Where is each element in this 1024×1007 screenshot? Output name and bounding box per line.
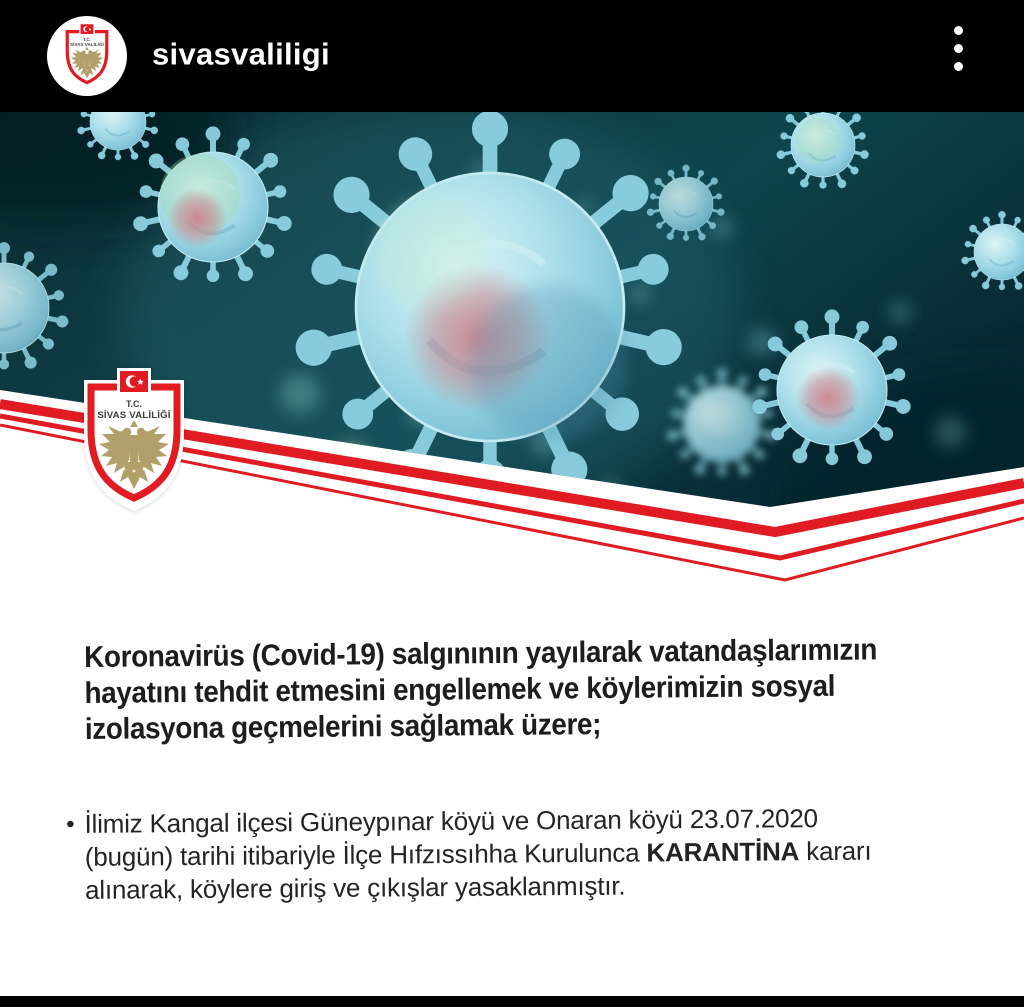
heading-line: hayatını tehdit etmesini engellemek ve köylerimizin sosyal <box>84 669 836 710</box>
profile-username[interactable]: sivasvaliligi <box>152 36 330 72</box>
bullet-line <box>85 835 872 874</box>
bullet-line-text: kararı <box>799 835 872 867</box>
announcement-bullet <box>66 801 985 907</box>
bullet-line-text: (bugün) tarihi itibariyle İlçe Hıfzıssıhha Kurulunca <box>84 837 647 872</box>
announcement-heading <box>84 632 922 748</box>
menu-dot <box>954 44 963 53</box>
governorship-badge <box>80 366 188 514</box>
bullet-line: alınarak, köylere giriş ve çıkışlar yasaklanmıştır. <box>84 870 626 905</box>
coronavirus-illustration <box>0 112 1024 612</box>
bullet-line: İlimiz Kangal ilçesi Güneypınar köyü ve Onaran köyü 23.07.2020 <box>84 803 819 839</box>
menu-dot <box>954 26 963 35</box>
heading-line: Koronavirüs (Covid-19) salgınının yayılarak vatandaşlarımızın <box>84 633 878 674</box>
bottom-black-bar <box>0 996 1024 1007</box>
quarantine-keyword: KARANTİNA <box>646 836 800 868</box>
more-options-icon[interactable] <box>954 26 963 71</box>
post-header-bar <box>0 0 1024 112</box>
profile-avatar[interactable] <box>47 16 127 96</box>
post-media[interactable] <box>0 112 1024 612</box>
bullet-marker: • <box>66 810 75 838</box>
avatar-emblem-icon <box>61 22 113 90</box>
menu-dot <box>954 62 963 71</box>
heading-line: izolasyona geçmelerini sağlamak üzere; <box>84 708 602 746</box>
announcement-content <box>0 612 1024 907</box>
